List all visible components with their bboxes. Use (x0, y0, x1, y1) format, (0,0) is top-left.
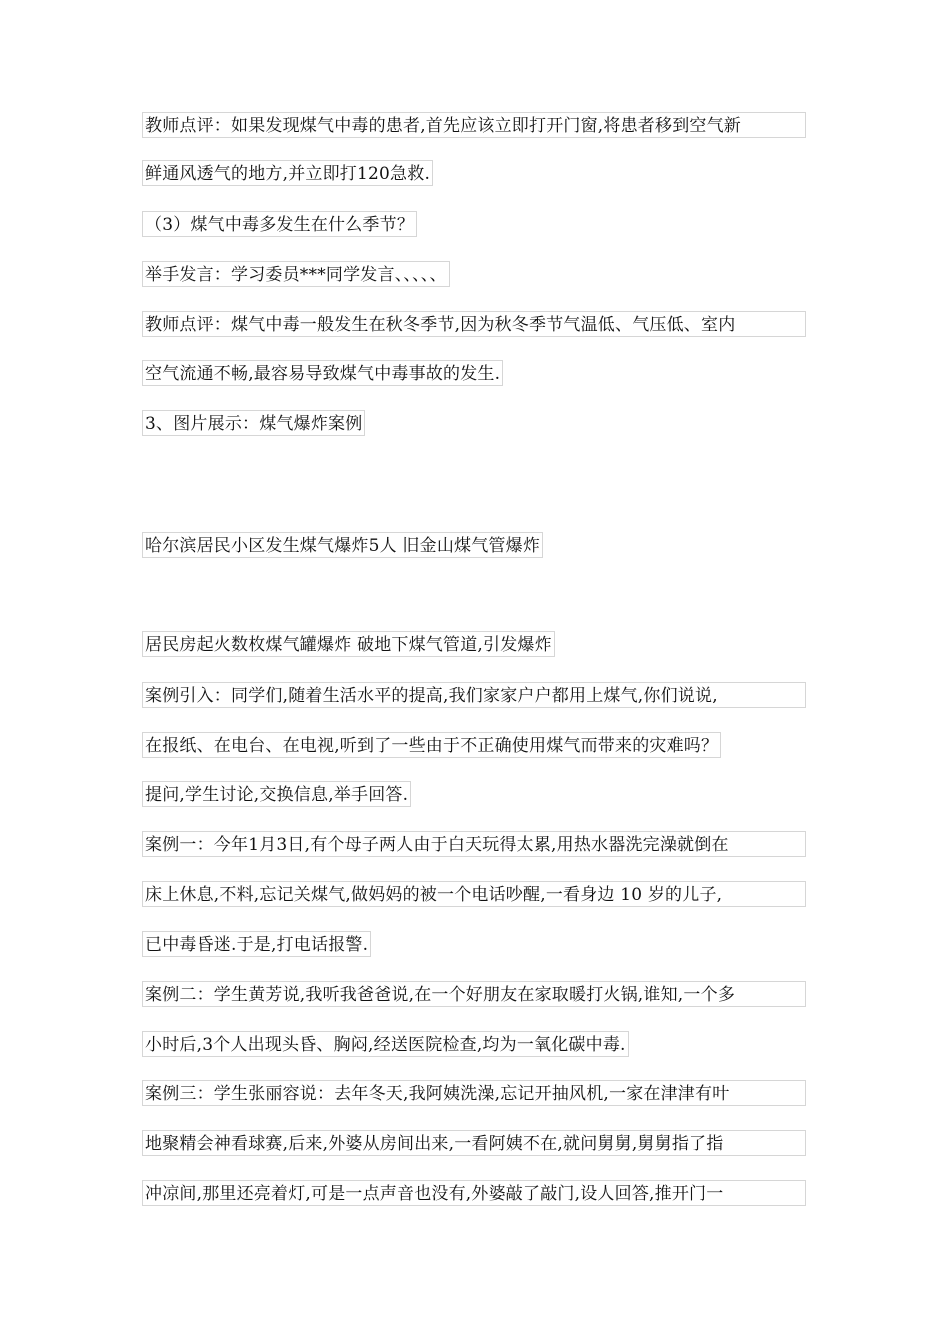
text-line: 案例引入：同学们,随着生活水平的提高,我们家家户户都用上煤气,你们说说, (142, 682, 806, 708)
text-line: 空气流通不畅,最容易导致煤气中毒事故的发生. (142, 360, 503, 386)
text-line: 床上休息,不料,忘记关煤气,做妈妈的被一个电话吵醒,一看身边 10 岁的儿子, (142, 881, 806, 907)
text-line: 鲜通风透气的地方,并立即打120急救. (142, 160, 433, 186)
text-line: 案例三：学生张丽容说：去年冬天,我阿姨洗澡,忘记开抽风机,一家在津津有叶 (142, 1080, 806, 1106)
text-line: 提问,学生讨论,交换信息,举手回答. (142, 781, 411, 807)
text-line: 在报纸、在电台、在电视,听到了一些由于不正确使用煤气而带来的灾难吗？ (142, 732, 721, 758)
text-line: 教师点评：如果发现煤气中毒的患者,首先应该立即打开门窗,将患者移到空气新 (142, 112, 806, 138)
text-line: 案例一：今年1月3日,有个母子两人由于白天玩得太累,用热水器洗完澡就倒在 (142, 831, 806, 857)
image-caption: 居民房起火数枚煤气罐爆炸 破地下煤气管道,引发爆炸 (142, 631, 555, 657)
text-line: 教师点评：煤气中毒一般发生在秋冬季节,因为秋冬季节气温低、气压低、室内 (142, 311, 806, 337)
text-line: 案例二：学生黄芳说,我听我爸爸说,在一个好朋友在家取暖打火锅,谁知,一个多 (142, 981, 806, 1007)
text-line: 已中毒昏迷.于是,打电话报警. (142, 931, 371, 957)
text-line: 举手发言：学习委员***同学发言、、、、、 (142, 261, 450, 287)
question-heading: （3）煤气中毒多发生在什么季节？ (142, 211, 417, 237)
image-caption: 哈尔滨居民小区发生煤气爆炸5人 旧金山煤气管爆炸 (142, 532, 543, 558)
text-line: 小时后,3个人出现头昏、胸闷,经送医院检查,均为一氧化碳中毒. (142, 1031, 629, 1057)
section-heading: 3、图片展示：煤气爆炸案例 (142, 410, 365, 436)
text-line: 冲凉间,那里还亮着灯,可是一点声音也没有,外婆敲了敲门,设人回答,推开门一 (142, 1180, 806, 1206)
text-line: 地聚精会神看球赛,后来,外婆从房间出来,一看阿姨不在,就问舅舅,舅舅指了指 (142, 1130, 806, 1156)
